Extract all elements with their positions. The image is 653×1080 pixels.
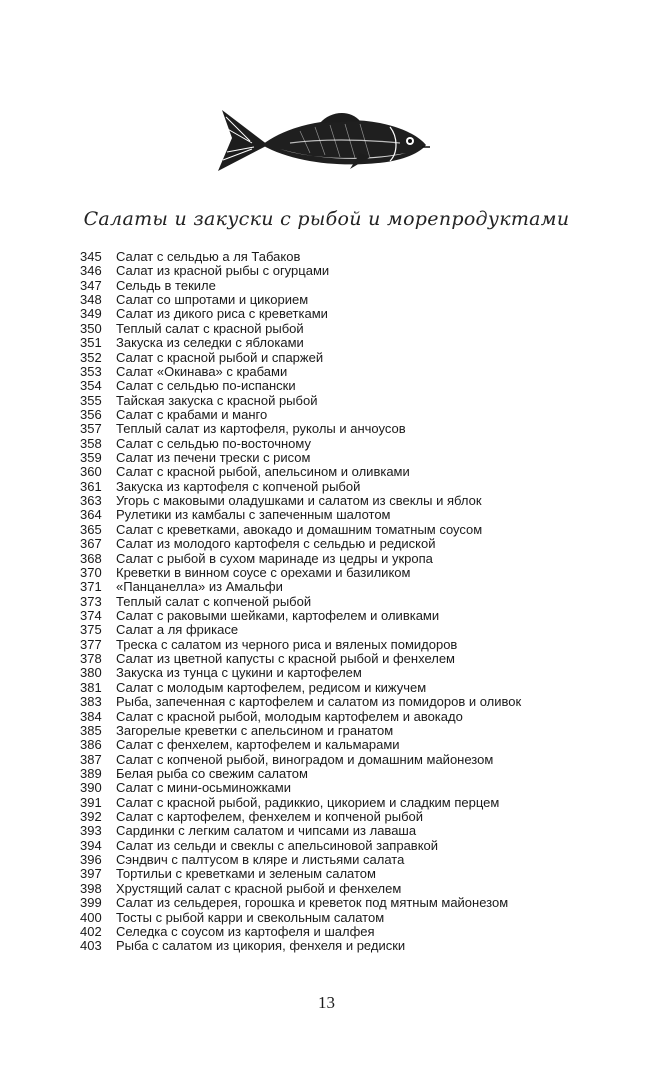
toc-entry-page: 391	[80, 794, 102, 810]
toc-entry-title: Угорь с маковыми оладушками и салатом из свеклы и яблок	[116, 493, 482, 509]
toc-entry	[80, 710, 600, 724]
toc-entry	[80, 552, 600, 566]
toc-entry-page: 363	[80, 493, 102, 509]
toc-entry-title: Салат из молодого картофеля с сельдью и редиской	[116, 536, 436, 552]
toc-entry-page: 348	[80, 292, 102, 308]
toc-entry-title: Салат с красной рыбой, апельсином и оливками	[116, 464, 410, 480]
toc-entry-title: Салат с мини-осьминожками	[116, 780, 292, 796]
toc-entry-title: Сельдь в текиле	[116, 277, 216, 293]
toc-entry-page: 392	[80, 809, 102, 825]
toc-entry-title: Салат из сельди и свеклы с апельсиновой заправкой	[116, 837, 439, 853]
toc-entry-page: 351	[80, 335, 102, 351]
section-title: Салаты и закуски с рыбой и морепродуктами	[83, 208, 570, 230]
toc-entry-page: 397	[80, 866, 102, 882]
toc-entry-page: 352	[80, 349, 102, 365]
toc-entry	[80, 623, 600, 637]
toc-entry-title: Салат из дикого риса с креветками	[116, 306, 328, 322]
toc-entry	[80, 250, 600, 264]
toc-entry	[80, 824, 600, 838]
toc-entry-page: 347	[80, 277, 102, 293]
toc-entry-page: 361	[80, 478, 102, 494]
toc-entry	[80, 652, 600, 666]
toc-entry-title: «Панцанелла» из Амальфи	[116, 579, 283, 595]
toc-entry-page: 385	[80, 722, 102, 738]
toc-entry	[80, 666, 600, 680]
toc-entry-page: 370	[80, 564, 102, 580]
page-number: 13	[318, 993, 335, 1012]
toc-entry-title: Салат из сельдерея, горошка и креветок под мятным майонезом	[116, 895, 509, 911]
toc-entry-title: Салат с молодым картофелем, редисом и кижучем	[116, 679, 427, 695]
toc-entry-title: Салат из печени трески с рисом	[116, 450, 311, 466]
toc-entry-title: Сардинки с легким салатом и чипсами из лаваша	[116, 823, 417, 839]
toc-entry-page: 355	[80, 392, 102, 408]
toc-entry-page: 350	[80, 320, 102, 336]
toc-entry	[80, 839, 600, 853]
toc-entry-title: Салат с рыбой в сухом маринаде из цедры и укропа	[116, 550, 433, 566]
toc-entry	[80, 437, 600, 451]
toc-entry	[80, 351, 600, 365]
toc-entry	[80, 580, 600, 594]
toc-entry-page: 349	[80, 306, 102, 322]
toc-entry-page: 386	[80, 737, 102, 753]
toc-entry	[80, 867, 600, 881]
toc-entry	[80, 566, 600, 580]
toc-entry-title: Салат с крабами и манго	[116, 406, 268, 422]
toc-entry-page: 396	[80, 852, 102, 868]
toc-entry-title: Салат с сельдью по-испански	[116, 378, 296, 394]
toc-entry-page: 394	[80, 837, 102, 853]
toc-entry-page: 380	[80, 665, 102, 681]
toc-entry-title: Селедка с соусом из картофеля и шалфея	[116, 923, 375, 939]
toc-entry	[80, 638, 600, 652]
toc-entry	[80, 279, 600, 293]
toc-entry-title: Салат «Окинава» с крабами	[116, 363, 288, 379]
toc-entry	[80, 609, 600, 623]
toc-entry	[80, 365, 600, 379]
toc-entry-title: Салат с красной рыбой, радиккио, цикорием и сладким перцем	[116, 794, 500, 810]
toc-entry-page: 378	[80, 651, 102, 667]
toc-entry	[80, 681, 600, 695]
toc-entry	[80, 724, 600, 738]
toc-entry	[80, 336, 600, 350]
toc-entry	[80, 939, 600, 953]
toc-entry-title: Салат с сельдью а ля Табаков	[116, 249, 301, 264]
toc-entry-title: Салат со шпротами и цикорием	[116, 292, 309, 308]
toc-entry-page: 381	[80, 679, 102, 695]
toc-entry	[80, 394, 600, 408]
toc-entry-page: 403	[80, 938, 102, 954]
toc-entry	[80, 925, 600, 939]
toc-entry-page: 365	[80, 521, 102, 537]
toc-entry	[80, 853, 600, 867]
toc-entry-title: Тортильи с креветками и зеленым салатом	[116, 866, 376, 882]
toc-entry-page: 374	[80, 607, 102, 623]
toc-entry	[80, 753, 600, 767]
toc-entry	[80, 810, 600, 824]
toc-entry	[80, 738, 600, 752]
toc-entry-page: 387	[80, 751, 102, 767]
toc-entry-title: Закуска из селедки с яблоками	[116, 335, 304, 351]
toc-entry	[80, 781, 600, 795]
toc-entry	[80, 451, 600, 465]
toc-entry-title: Креветки в винном соусе с орехами и базиликом	[116, 564, 411, 580]
toc-entry-title: Белая рыба со свежим салатом	[116, 765, 308, 781]
toc-entry	[80, 695, 600, 709]
toc-entry-title: Салат с креветками, авокадо и домашним томатным соусом	[116, 521, 483, 537]
toc-entry-title: Салат с фенхелем, картофелем и кальмарами	[116, 737, 400, 753]
fish-icon	[210, 105, 432, 175]
toc-entry	[80, 408, 600, 422]
toc-entry	[80, 322, 600, 336]
toc-entry-title: Салат а ля фрикасе	[116, 622, 239, 638]
toc-entry-page: 354	[80, 378, 102, 394]
toc-entry-page: 390	[80, 780, 102, 796]
toc-entry	[80, 767, 600, 781]
toc-entry	[80, 293, 600, 307]
toc-entry-page: 377	[80, 636, 102, 652]
toc-entry-title: Хрустящий салат с красной рыбой и фенхелем	[116, 880, 402, 896]
toc-entry-page: 398	[80, 880, 102, 896]
toc-entry-title: Закуска из картофеля с копченой рыбой	[116, 478, 361, 494]
toc-entry-page: 400	[80, 909, 102, 925]
toc-entry-title: Тосты с рыбой карри и свекольным салатом	[116, 909, 385, 925]
toc-entry-page: 393	[80, 823, 102, 839]
toc-entry-page: 345	[80, 249, 102, 264]
toc-entry	[80, 264, 600, 278]
toc-entry-title: Салат с красной рыбой, молодым картофелем и авокадо	[116, 708, 463, 724]
toc-entry-title: Треска с салатом из черного риса и вяленых помидоров	[116, 636, 458, 652]
toc-entry	[80, 465, 600, 479]
toc-entry-title: Тайская закуска с красной рыбой	[116, 392, 318, 408]
toc-entry-title: Теплый салат из картофеля, руколы и анчоусов	[116, 421, 406, 437]
toc-entry-title: Салат из красной рыбы с огурцами	[116, 263, 330, 279]
toc-entry	[80, 480, 600, 494]
toc-entry-title: Теплый салат с красной рыбой	[116, 320, 304, 336]
toc-entry-page: 358	[80, 435, 102, 451]
toc-entry	[80, 882, 600, 896]
toc-entry-title: Рулетики из камбалы с запеченным шалотом	[116, 507, 391, 523]
toc-entry-page: 383	[80, 694, 102, 710]
toc-entry-page: 367	[80, 536, 102, 552]
toc-entry	[80, 523, 600, 537]
toc-entry	[80, 537, 600, 551]
toc-entry	[80, 307, 600, 321]
table-of-contents	[80, 250, 600, 954]
toc-entry-page: 384	[80, 708, 102, 724]
toc-entry-page: 346	[80, 263, 102, 279]
toc-entry-title: Рыба с салатом из цикория, фенхеля и редиски	[116, 938, 406, 954]
toc-entry-page: 353	[80, 363, 102, 379]
toc-entry-title: Салат с сельдью по-восточному	[116, 435, 311, 451]
toc-entry	[80, 422, 600, 436]
toc-entry-page: 359	[80, 450, 102, 466]
toc-entry	[80, 796, 600, 810]
toc-entry-page: 357	[80, 421, 102, 437]
toc-entry-title: Загорелые креветки с апельсином и гранатом	[116, 722, 394, 738]
toc-entry-page: 368	[80, 550, 102, 566]
toc-entry-page: 399	[80, 895, 102, 911]
toc-entry	[80, 494, 600, 508]
toc-entry-title: Салат с раковыми шейками, картофелем и оливками	[116, 607, 440, 623]
toc-entry	[80, 595, 600, 609]
toc-entry-page: 375	[80, 622, 102, 638]
toc-entry-title: Салат с красной рыбой и спаржей	[116, 349, 324, 365]
toc-entry-title: Теплый салат с копченой рыбой	[116, 593, 312, 609]
toc-entry	[80, 896, 600, 910]
toc-entry-title: Рыба, запеченная с картофелем и салатом из помидоров и оливок	[116, 694, 522, 710]
toc-entry	[80, 379, 600, 393]
toc-entry-page: 356	[80, 406, 102, 422]
toc-entry-title: Сэндвич с палтусом в кляре и листьями салата	[116, 852, 405, 868]
toc-entry-page: 364	[80, 507, 102, 523]
toc-entry	[80, 911, 600, 925]
toc-entry-page: 360	[80, 464, 102, 480]
toc-entry-title: Салат с картофелем, фенхелем и копченой рыбой	[116, 809, 424, 825]
toc-entry-title: Салат из цветной капусты с красной рыбой и фенхелем	[116, 651, 455, 667]
toc-entry-page: 402	[80, 923, 102, 939]
toc-entry	[80, 508, 600, 522]
toc-entry-title: Закуска из тунца с цукини и картофелем	[116, 665, 362, 681]
toc-entry-title: Салат с копченой рыбой, виноградом и домашним майонезом	[116, 751, 494, 767]
toc-entry-page: 389	[80, 765, 102, 781]
toc-entry-page: 373	[80, 593, 102, 609]
toc-entry-page: 371	[80, 579, 102, 595]
